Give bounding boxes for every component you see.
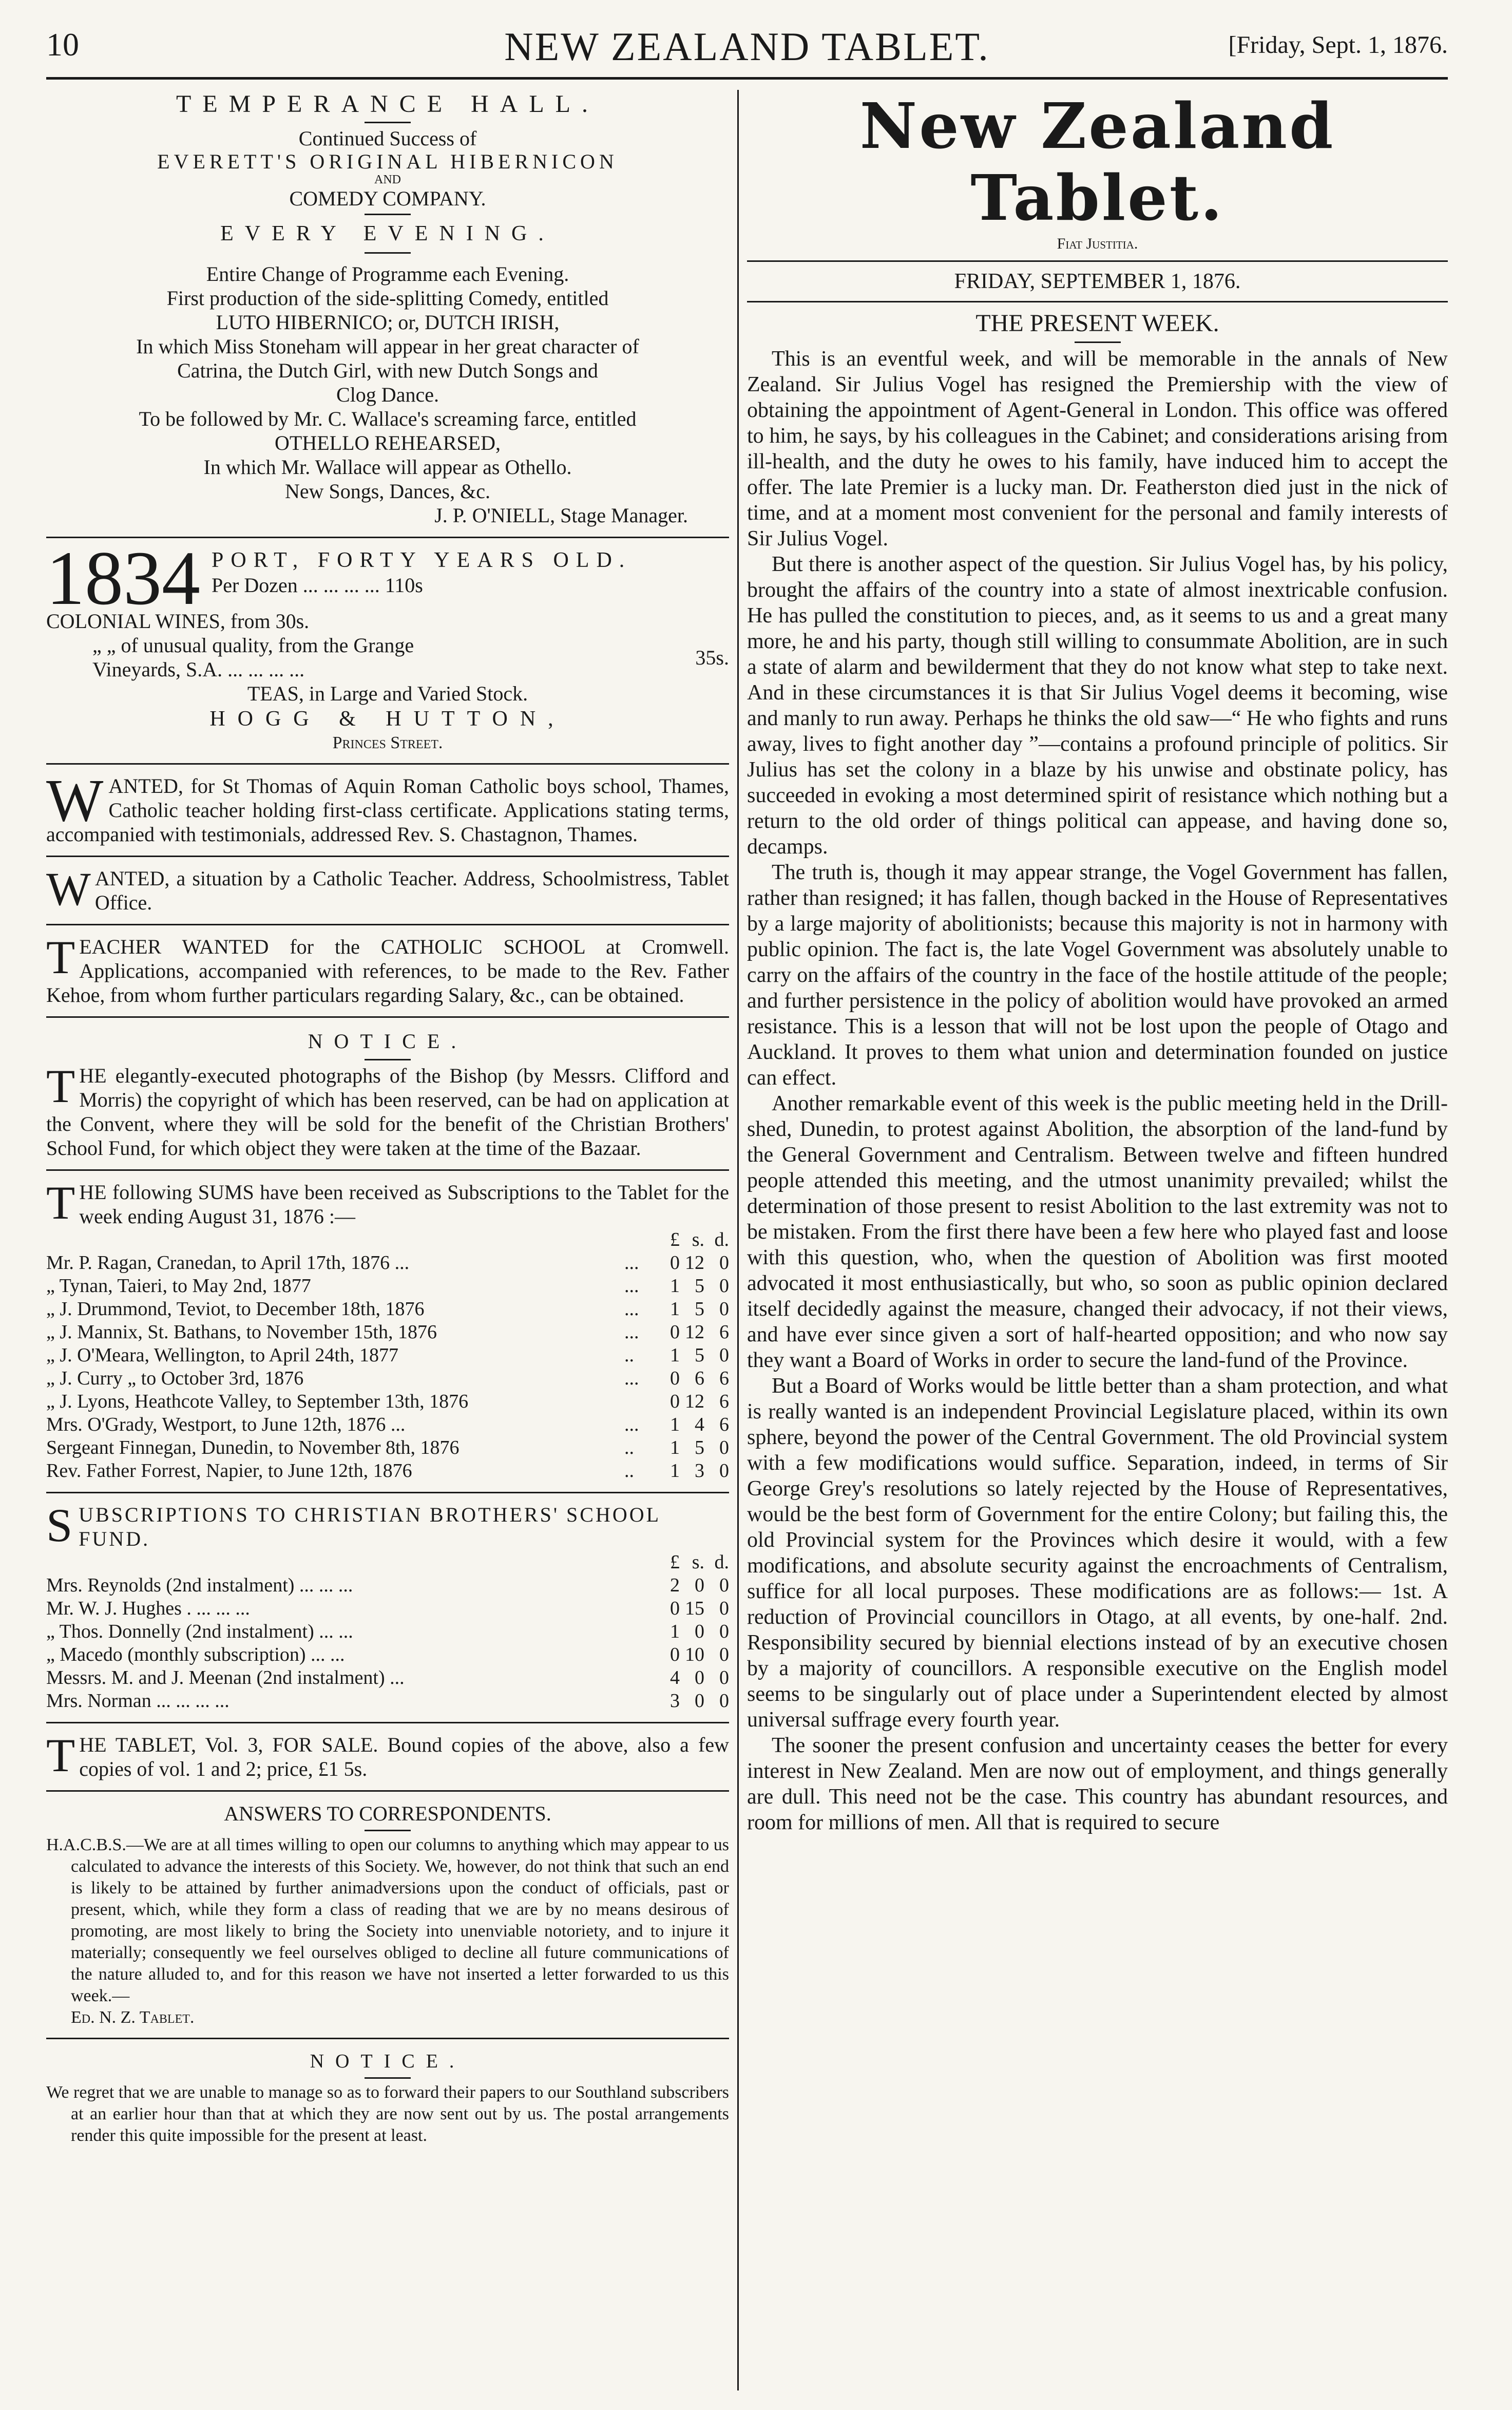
temperance-line2: EVERETT'S ORIGINAL HIBERNICON: [157, 150, 618, 173]
row-pence: 0: [719, 1460, 729, 1482]
row-shillings: 0: [695, 1690, 704, 1712]
drop-initial: S: [46, 1503, 75, 1551]
row-shillings: 0: [695, 1667, 704, 1688]
row-pence: 6: [719, 1391, 729, 1412]
wanted-situation: [46, 866, 729, 915]
table-row: [46, 1597, 729, 1620]
row-pounds: 1: [670, 1437, 680, 1458]
row-shillings: 15: [685, 1598, 704, 1619]
row-pence: 6: [719, 1321, 729, 1343]
table-row: [46, 1620, 729, 1643]
temperance-body-line: First production of the side-splitting Comedy, entitled: [166, 287, 609, 310]
article-body: [747, 346, 1448, 1835]
temperance-body-line: Clog Dance.: [336, 383, 439, 406]
section-rule: [46, 1722, 729, 1723]
row-pounds: 4: [670, 1667, 680, 1688]
every-evening: EVERY EVENING.: [220, 222, 555, 245]
unusual-line: „ „ of unusual quality, from the Grange: [92, 634, 414, 657]
wanted-teacher-thames: [46, 774, 729, 846]
tablet-sale-text: HE TABLET, Vol. 3, FOR SALE. Bound copies of the above, also a few copies of vol. 1 and 2; price, £1 5s.: [79, 1733, 729, 1780]
row-dots: ...: [624, 1414, 639, 1435]
port-price: Per Dozen ... ... ... ... 110s: [212, 574, 423, 597]
hogg-hutton-ad: [46, 547, 729, 754]
col-pence: d.: [714, 1551, 729, 1573]
table-row: [46, 1344, 729, 1367]
row-name: Mrs. Reynolds (2nd instalment) ... ... ...: [46, 1574, 353, 1596]
row-name: „ J. Drummond, Teviot, to December 18th, 1876: [46, 1298, 425, 1320]
masthead-motto: Fiat Justitia.: [1057, 235, 1138, 252]
row-pence: 0: [719, 1298, 729, 1320]
row-pence: 0: [719, 1574, 729, 1596]
row-shillings: 12: [685, 1252, 704, 1274]
row-shillings: 3: [695, 1460, 704, 1482]
notice1-text: HE elegantly-executed photographs of the Bishop (by Messrs. Clifford and Morris) the copyright of which has been reserved, can be had on application at the Convent, where they will be sold for the benefit of the Christian Brothers' School Fund, for which object they were taken at the time of the Bazaar.: [46, 1064, 729, 1160]
row-dots: ..: [624, 1437, 634, 1458]
article-paragraph: But there is another aspect of the question. Sir Julius Vogel has, by his policy, brought the affairs of the country into a state of almost inextricable confusion. He has pulled the constitution to pieces, and, as it seems to us and a great many more, he and his party, though still willing to consummate Abolition, are in such a state of alarm and bewilderment that they do not know what step to take next. And in these circumstances it is that Sir Julius Vogel deems it becoming, wise and manly to run away. Perhaps he thinks the old saw—“ He who fights and runs away, lives to fight another day ”—contains a profound principle of politics. Sir Julius has set the colony in a blaze by his unwise and obstinate policy, has succeeded in evoking a most determined spirit of resistance which nothing but a return to the old order of things political can appease, and having done so, decamps.: [747, 553, 1448, 859]
unusual-price: 35s.: [695, 646, 729, 669]
row-dots: ...: [624, 1321, 639, 1343]
notice-title: NOTICE.: [308, 1030, 468, 1053]
row-pounds: 0: [670, 1252, 680, 1274]
table-row: [46, 1298, 729, 1321]
col-shillings: s.: [692, 1229, 704, 1250]
row-shillings: 4: [695, 1414, 704, 1435]
sums-intro: HE following SUMS have been received as Subscriptions to the Tablet for the week ending August 31, 1876 :—: [79, 1181, 729, 1228]
table-row: [46, 1251, 729, 1275]
divider: [365, 2077, 411, 2079]
row-name: „ J. Mannix, St. Bathans, to November 15th, 1876: [46, 1321, 437, 1343]
port-title: PORT, FORTY YEARS OLD.: [212, 548, 632, 572]
tablet-for-sale: [46, 1733, 729, 1781]
temperance-body-line: To be followed by Mr. C. Wallace's screaming farce, entitled: [139, 407, 637, 430]
column-divider: [737, 90, 739, 2390]
table-row: [46, 1643, 729, 1666]
row-pence: 0: [719, 1252, 729, 1274]
table-row: [46, 1321, 729, 1344]
page-number: 10: [46, 26, 79, 63]
row-shillings: 5: [695, 1437, 704, 1458]
row-shillings: 0: [695, 1574, 704, 1596]
table-header-row: [46, 1551, 729, 1574]
row-dots: [624, 1390, 655, 1413]
temperance-body-line: In which Mr. Wallace will appear as Othello.: [203, 456, 572, 479]
row-name: Sergeant Finnegan, Dunedin, to November 8th, 1876: [46, 1437, 460, 1458]
row-dots: ..: [624, 1460, 634, 1482]
masthead-title: New Zealand Tablet.: [859, 90, 1335, 235]
row-pence: 0: [719, 1437, 729, 1458]
row-pounds: 1: [670, 1460, 680, 1482]
row-pounds: 0: [670, 1598, 680, 1619]
col-pounds: £: [670, 1229, 680, 1250]
firm-name: HOGG & HUTTON,: [209, 707, 566, 731]
temperance-hall-ad: [46, 90, 729, 527]
row-pence: 0: [719, 1275, 729, 1297]
table-row: [46, 1367, 729, 1390]
temperance-line1: Continued Success of: [298, 127, 477, 150]
row-name: Mr. P. Ragan, Cranedan, to April 17th, 1876 ...: [46, 1252, 410, 1274]
drop-initial: T: [46, 1733, 75, 1781]
row-name: Mrs. Norman ... ... ... ...: [46, 1690, 229, 1712]
section-rule: [46, 537, 729, 538]
divider: [365, 252, 411, 254]
temperance-body-line: LUTO HIBERNICO; or, DUTCH IRISH,: [216, 311, 560, 334]
row-shillings: 10: [685, 1644, 704, 1665]
row-dots: ..: [624, 1344, 634, 1366]
row-pounds: 1: [670, 1275, 680, 1297]
temperance-body-line: Catrina, the Dutch Girl, with new Dutch Songs and: [177, 359, 598, 382]
article-paragraph: Another remarkable event of this week is the public meeting held in the Drill-shed, Dunedin, to protest against Abolition, the absorption of the land-fund by the General Government and Centralism. Between twelve and fifteen hundred people attended this meeting, and the utmost unanimity prevailed; whilst the determination of those present to resist Abolition to the last extremity was not to be mistaken. From the first there have been a few here who played fast and loose with this question, who, when the question of Abolition was first mooted advocated it most enthusiastically, but who, so soon as public opinion declared itself decidedly against the measure, changed their advocacy, if not their views, and have ever since given a sort of half-hearted opposition; and who now say they want a Board of Works in order to secure the land-fund of the Province.: [747, 1092, 1448, 1372]
section-rule: [46, 1492, 729, 1493]
row-name: Rev. Father Forrest, Napier, to June 12th, 1876: [46, 1460, 412, 1482]
section-rule: [46, 924, 729, 925]
table-row: [46, 1413, 729, 1436]
section-rule: [46, 763, 729, 765]
divider: [365, 214, 411, 215]
teas-line: TEAS, in Large and Varied Stock.: [247, 682, 528, 705]
row-name: „ J. Lyons, Heathcote Valley, to September 13th, 1876: [46, 1391, 469, 1412]
issue-date: FRIDAY, SEPTEMBER 1, 1876.: [954, 270, 1241, 293]
temperance-body-line: Entire Change of Programme each Evening.: [206, 262, 569, 286]
row-shillings: 12: [685, 1321, 704, 1343]
row-name: „ J. O'Meara, Wellington, to April 24th, 1877: [46, 1344, 398, 1366]
drop-initial: T: [46, 1180, 75, 1228]
row-shillings: 12: [685, 1391, 704, 1412]
section-rule: [46, 2038, 729, 2039]
row-shillings: 5: [695, 1344, 704, 1366]
temperance-line3: COMEDY COMPANY.: [289, 187, 486, 210]
table-row: [46, 1275, 729, 1298]
wanted1-text: ANTED, for St Thomas of Aquin Roman Catholic boys school, Thames, Catholic teacher holding first-class certificate. Applications stating terms, accompanied with testimonials, addressed Rev. S. Chastagnon, Thames.: [46, 774, 729, 846]
row-dots: ...: [624, 1275, 639, 1297]
row-pence: 0: [719, 1598, 729, 1619]
row-pence: 0: [719, 1667, 729, 1688]
row-pence: 0: [719, 1690, 729, 1712]
table-row: [46, 1459, 729, 1483]
table-row: [46, 1390, 729, 1413]
row-pounds: 2: [670, 1574, 680, 1596]
masthead-rule: [747, 260, 1448, 262]
table-row: [46, 1690, 729, 1713]
divider: [365, 1830, 411, 1831]
temperance-signature: J. P. O'NIELL, Stage Manager.: [434, 504, 688, 527]
col-pence: d.: [714, 1229, 729, 1250]
temperance-and: AND: [374, 173, 401, 186]
section-rule: [46, 856, 729, 857]
section-rule: [46, 1790, 729, 1792]
row-pence: 6: [719, 1414, 729, 1435]
notice-southland: [46, 2048, 729, 2147]
temperance-body-line: OTHELLO REHEARSED,: [275, 431, 501, 454]
row-name: Messrs. M. and J. Meenan (2nd instalment) ...: [46, 1667, 405, 1688]
row-pounds: 0: [670, 1644, 680, 1665]
article-paragraph: But a Board of Works would be little better than a sham protection, and what is really wanted is an independent Provincial Legislature placed, within its own sphere, beyond the power of the Central Government. The old Provincial system with a few modifications would suffice. Separation, indeed, in terms of Sir George Grey's resolutions so lately rejected by the House of Representatives, would be the best form of Government for the entire Colony; but failing this, the old Provincial system for the Provinces which desire it would, with a few modifications, and absolute security against the encroachments of Centralism, suffice for all local purposes. These modifications are as follows:— 1st. A reduction of Provincial councillors in Otago, at all events, by one-half. 2nd. Responsibility secured by biennial elections instead of by an executive chosen by a majority of councillors. A responsible executive on the English model seems to be singularly out of place under a Superintendent elected by almost universal suffrage every fourth year.: [747, 1374, 1448, 1732]
row-pounds: 1: [670, 1344, 680, 1366]
answers-signature: Ed. N. Z. Tablet.: [71, 2008, 195, 2027]
answers-text: H.A.C.B.S.—We are at all times willing to open our columns to anything which may appear to us calculated to advance the interests of this Society. We, however, do not think that such an end is likely to be attained by further animadversions upon the conduct of officials, past or present, which, while they form a class of reading that we are by no means desirous of promoting, are most likely to bring the Society into unenviable notoriety, and to injure it materially; consequently we feel ourselves obliged to decline all future communications of the nature alluded to, and for this reason we have not inserted a letter forwarded to us this week.—: [46, 1835, 729, 2005]
drop-initial: T: [46, 1060, 75, 1112]
row-name: Mr. W. J. Hughes . ... ... ...: [46, 1598, 250, 1619]
row-name: „ Macedo (monthly subscription) ... ...: [46, 1644, 345, 1665]
row-pounds: 3: [670, 1690, 680, 1712]
row-pounds: 0: [670, 1368, 680, 1389]
temperance-title: TEMPERANCE HALL.: [176, 90, 599, 118]
subscriptions-table: [46, 1228, 729, 1483]
cbfund-table: [46, 1551, 729, 1713]
notice2-title: NOTICE.: [310, 2051, 466, 2072]
christian-brothers-fund: [46, 1503, 729, 1713]
teacher-wanted-cromwell: [46, 935, 729, 1007]
notice2-text: We regret that we are unable to manage so as to forward their papers to our Southland subscribers at an earlier hour than that at which they are now sent out by us. The postal arrangements render this quite impossible for the present at least.: [46, 2083, 729, 2145]
wanted2-text: ANTED, a situation by a Catholic Teacher. Address, Schoolmistress, Tablet Office.: [94, 867, 729, 914]
row-name: „ J. Curry „ to October 3rd, 1876: [46, 1368, 304, 1389]
firm-street: Princes Street.: [332, 733, 443, 752]
paper-title: NEW ZEALAND TABLET.: [504, 24, 990, 69]
left-column: [46, 90, 729, 2390]
answers-title: ANSWERS TO CORRESPONDENTS.: [224, 1802, 551, 1825]
teacher-text: EACHER WANTED for the CATHOLIC SCHOOL at Cromwell. Applications, accompanied with references, to be made to the Rev. Father Kehoe, from whom further particulars regarding Salary, &c., can be obtained.: [46, 935, 729, 1007]
drop-initial: T: [46, 935, 75, 983]
subscriptions-sums: [46, 1180, 729, 1483]
row-pounds: 1: [670, 1414, 680, 1435]
notice-photographs: [46, 1027, 729, 1160]
row-shillings: 5: [695, 1275, 704, 1297]
row-pence: 0: [719, 1344, 729, 1366]
masthead-rule: [747, 301, 1448, 302]
answers-to-correspondents: [46, 1801, 729, 2028]
temperance-body-line: New Songs, Dances, &c.: [285, 480, 490, 503]
row-shillings: 5: [695, 1298, 704, 1320]
col-shillings: s.: [692, 1551, 704, 1573]
row-name: Mrs. O'Grady, Westport, to June 12th, 1876 ...: [46, 1414, 406, 1435]
row-shillings: 0: [695, 1621, 704, 1642]
article-paragraph: The sooner the present confusion and uncertainty ceases the better for every interest in New Zealand. Men are now out of employment, and things generally are dull. This need not be the case. This country has abundant resources, and room for millions of men. All that is required to secure: [747, 1734, 1448, 1834]
section-rule: [46, 1016, 729, 1018]
row-dots: ...: [624, 1298, 639, 1320]
table-row: [46, 1436, 729, 1459]
divider: [365, 1059, 411, 1060]
row-dots: ...: [624, 1368, 639, 1389]
row-name: „ Thos. Donnelly (2nd instalment) ... ...: [46, 1621, 353, 1642]
table-header-row: [46, 1228, 729, 1251]
colonial-wines: COLONIAL WINES, from 30s.: [46, 610, 310, 633]
row-pence: 0: [719, 1621, 729, 1642]
header-rule: [46, 77, 1448, 80]
header-date: [Friday, Sept. 1, 1876.: [1228, 31, 1448, 59]
article-title: THE PRESENT WEEK.: [975, 310, 1219, 337]
divider: [1075, 341, 1121, 343]
year-1834: 1834: [46, 547, 200, 621]
row-dots: ...: [624, 1252, 639, 1274]
row-pence: 6: [719, 1368, 729, 1389]
cbfund-title: UBSCRIPTIONS TO CHRISTIAN BROTHERS' SCHOOL FUND.: [79, 1503, 660, 1550]
right-column: [747, 90, 1448, 2390]
section-rule: [46, 1169, 729, 1171]
row-pounds: 0: [670, 1391, 680, 1412]
divider: [365, 122, 411, 123]
article-paragraph: This is an eventful week, and will be memorable in the annals of New Zealand. Sir Julius Vogel has resigned the Premiership with the view of obtaining the appointment of Agent-General in London. This office was offered to him, he says, by his colleagues in the Cabinet; and considerations arising from ill-health, and the duty he owes to his family, have induced him to accept the offer. The late Premier is a lucky man. Dr. Featherston died just in the nick of time, and at a moment most convenient for the personal and family interests of Sir Julius Vogel.: [747, 347, 1448, 551]
row-pounds: 0: [670, 1321, 680, 1343]
table-row: [46, 1574, 729, 1597]
temperance-body-line: In which Miss Stoneham will appear in her great character of: [136, 335, 639, 358]
drop-initial: W: [46, 866, 91, 915]
row-shillings: 6: [695, 1368, 704, 1389]
vineyards-line: Vineyards, S.A. ... ... ... ...: [92, 658, 305, 681]
page-header: [46, 20, 1448, 76]
article-paragraph: The truth is, though it may appear strange, the Vogel Government has fallen, rather than resigned; it has fallen, though backed in the House of Representatives by a large majority of abolitionists; because this majority is not in harmony with public opinion. The fact is, the late Vogel Government was absolutely unable to carry on the affairs of the country in the face of the hostile attitude of the people; and further persistence in the policy of abolition would have provoked an armed resistance. This is a lesson that will not be lost upon the people of Otago and Auckland. It proves to them what union and determination founded on justice can effect.: [747, 861, 1448, 1090]
row-pounds: 1: [670, 1621, 680, 1642]
col-pounds: £: [670, 1551, 680, 1573]
drop-initial: W: [46, 774, 104, 834]
table-row: [46, 1666, 729, 1690]
row-pence: 0: [719, 1644, 729, 1665]
row-pounds: 1: [670, 1298, 680, 1320]
row-name: „ Tynan, Taieri, to May 2nd, 1877: [46, 1275, 311, 1297]
